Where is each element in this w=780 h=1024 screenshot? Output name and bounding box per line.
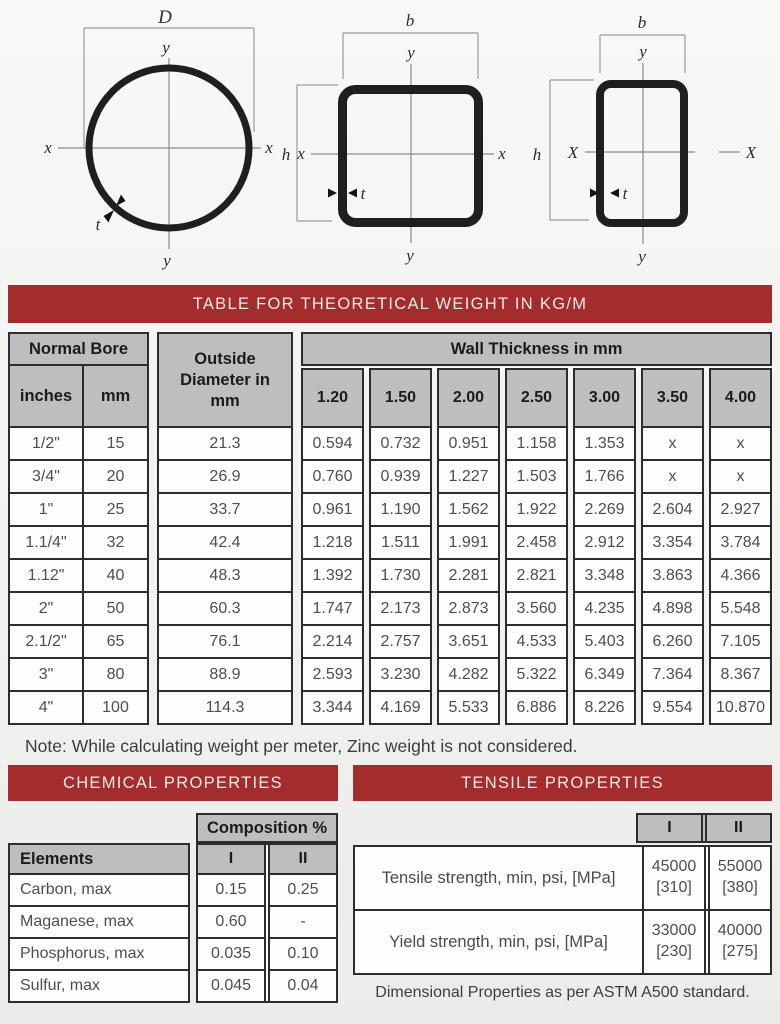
element-cell: Sulfur, max [10, 969, 188, 1001]
weight-value-cell: 5.548 [711, 591, 770, 624]
weight-value-cell: 0.951 [439, 426, 498, 459]
weight-value-cell: 10.870 [711, 690, 770, 723]
properties-banners [8, 765, 772, 801]
zinc-weight-note: Note: While calculating weight per meter, Zinc weight is not considered. [25, 736, 578, 756]
weight-value-cell: 9.554 [643, 690, 702, 723]
weight-value-cell: 7.105 [711, 624, 770, 657]
composition-value-cell: 0.15 [198, 873, 264, 905]
weight-value-cell: 3.230 [371, 657, 430, 690]
weight-value-cell: 1.991 [439, 525, 498, 558]
circular-tube-diagram [18, 0, 308, 272]
x-axis-label-left: x [44, 138, 52, 157]
composition-value-cell: - [270, 905, 336, 937]
weight-value-cell: 1.511 [371, 525, 430, 558]
thickness-column-label: 2.50 [507, 370, 566, 426]
weight-value-cell: 2.912 [575, 525, 634, 558]
inches-header: inches [10, 366, 84, 426]
thickness-label: t [360, 184, 366, 203]
tensile-strength-value-ii [704, 847, 770, 909]
thickness-column-1-50 [369, 368, 432, 725]
outside-diameter-values [159, 426, 291, 723]
table-row [10, 426, 147, 459]
value-psi: 55000 [717, 858, 763, 875]
weight-value-cell: 2.757 [371, 624, 430, 657]
weight-value-cell: x [711, 459, 770, 492]
value-mpa: [380] [722, 879, 758, 896]
weight-table-title: TABLE FOR THEORETICAL WEIGHT IN KG/M [192, 294, 588, 313]
value-mpa: [275] [722, 943, 758, 960]
table-row [10, 525, 147, 558]
composition-column-i [198, 845, 264, 1001]
thickness-column-values [507, 426, 566, 723]
bore-mm-cell: 65 [106, 633, 125, 650]
bore-inches-cell: 2" [10, 593, 84, 624]
weight-value-cell: 1.158 [507, 426, 566, 459]
bore-inches-cell: 1.12" [10, 560, 84, 591]
value-psi: 33000 [651, 922, 697, 939]
weight-value-cell: 2.458 [507, 525, 566, 558]
yield-strength-value-i [642, 911, 704, 973]
weight-value-cell: 0.939 [371, 459, 430, 492]
bore-mm-cell: 50 [106, 600, 125, 617]
value-mpa: [230] [656, 943, 692, 960]
weight-value-cell: 3.344 [303, 690, 362, 723]
weight-value-cell: 8.367 [711, 657, 770, 690]
tensile-properties-title: TENSILE PROPERTIES [461, 773, 664, 792]
outside-diameter-cell: 42.4 [159, 525, 291, 558]
outside-diameter-cell: 76.1 [159, 624, 291, 657]
elements-header: Elements [10, 845, 188, 873]
tensile-properties-banner [353, 765, 772, 801]
weight-value-cell: 3.354 [643, 525, 702, 558]
outside-diameter-cell: 60.3 [159, 591, 291, 624]
composition-value-cell: 0.04 [270, 969, 336, 1001]
weight-value-cell: 2.821 [507, 558, 566, 591]
outside-diameter-block [157, 332, 293, 725]
composition-value-cell: 0.10 [270, 937, 336, 969]
thickness-column-2-50 [505, 368, 568, 725]
elements-list [10, 873, 188, 1001]
weight-value-cell: 4.169 [371, 690, 430, 723]
weight-value-cell: 5.533 [439, 690, 498, 723]
weight-value-cell: 1.922 [507, 492, 566, 525]
table-row [10, 459, 147, 492]
weight-table [8, 332, 772, 725]
outside-diameter-cell: 33.7 [159, 492, 291, 525]
outside-diameter-cell: 114.3 [159, 690, 291, 723]
element-cell: Maganese, max [10, 905, 188, 937]
weight-value-cell: 3.863 [643, 558, 702, 591]
outside-diameter-cell: 26.9 [159, 459, 291, 492]
tensile-column-i-header: I [667, 819, 672, 836]
y-axis-label-top: y [407, 43, 415, 62]
y-axis-label-top: y [162, 38, 170, 57]
weight-value-cell: 0.760 [303, 459, 362, 492]
outside-diameter-cell: 21.3 [159, 426, 291, 459]
value-psi: 45000 [651, 858, 697, 875]
weight-value-cell: 0.732 [371, 426, 430, 459]
weight-value-cell: 4.533 [507, 624, 566, 657]
thickness-column-label: 3.50 [643, 370, 702, 426]
thickness-column-values [371, 426, 430, 723]
thickness-column-3-00 [573, 368, 636, 725]
table-row [10, 690, 147, 723]
bore-subheader-row [10, 366, 147, 426]
weight-value-cell: 2.281 [439, 558, 498, 591]
weight-value-cell: 8.226 [575, 690, 634, 723]
weight-value-cell: 4.235 [575, 591, 634, 624]
weight-value-cell: 3.560 [507, 591, 566, 624]
weight-value-cell: x [711, 426, 770, 459]
thickness-column-values [303, 426, 362, 723]
weight-value-cell: 1.730 [371, 558, 430, 591]
weight-value-cell: 2.873 [439, 591, 498, 624]
diameter-label: D [158, 7, 172, 28]
chemical-properties-table [8, 813, 338, 1003]
weight-value-cell: 5.403 [575, 624, 634, 657]
outside-diameter-cell: 48.3 [159, 558, 291, 591]
bore-inches-cell: 1/2" [10, 428, 84, 459]
composition-header: Composition % [196, 813, 338, 843]
outside-diameter-header: Outside Diameter in mm [159, 334, 291, 426]
wall-thickness-block [301, 332, 772, 725]
composition-value-cell: 0.035 [198, 937, 264, 969]
composition-value-cell: 0.25 [270, 873, 336, 905]
weight-value-cell: 1.562 [439, 492, 498, 525]
composition-value-cell: 0.60 [198, 905, 264, 937]
table-row [10, 624, 147, 657]
tensile-strength-label: Tensile strength, min, psi, [MPa] [381, 868, 616, 887]
table-row [10, 657, 147, 690]
thickness-column-3-50 [641, 368, 704, 725]
weight-value-cell: 6.349 [575, 657, 634, 690]
thickness-label: t [95, 215, 101, 234]
bore-inches-cell: 4" [10, 692, 84, 723]
weight-value-cell: 4.898 [643, 591, 702, 624]
weight-value-cell: 6.886 [507, 690, 566, 723]
section-diagrams [0, 0, 780, 280]
bore-inches-cell: 1" [10, 494, 84, 525]
bore-inches-cell: 3" [10, 659, 84, 690]
tensile-column-ii-header: II [701, 815, 770, 841]
width-label: b [405, 11, 415, 30]
column-ii-values [270, 873, 336, 1001]
weight-value-cell: 2.927 [711, 492, 770, 525]
bore-inches-cell: 3/4" [10, 461, 84, 492]
tensile-strength-row [355, 847, 770, 909]
y-axis-label-bottom: y [638, 247, 646, 266]
thickness-arrow-left [328, 189, 337, 198]
weight-value-cell: 1.190 [371, 492, 430, 525]
yield-strength-value-ii [704, 911, 770, 973]
weight-value-cell: 1.766 [575, 459, 634, 492]
height-label: h [281, 145, 291, 164]
weight-value-cell: x [643, 459, 702, 492]
column-i-values [198, 873, 264, 1001]
weight-value-cell: 2.593 [303, 657, 362, 690]
thickness-arrow-outer [104, 210, 115, 223]
weight-value-cell: 4.282 [439, 657, 498, 690]
wall-thickness-header: Wall Thickness in mm [301, 332, 772, 366]
thickness-column-label: 1.20 [303, 370, 362, 426]
tensile-table-body [353, 845, 772, 975]
outside-diameter-cell: 88.9 [159, 657, 291, 690]
x-axis-label-right: X [745, 143, 757, 162]
bore-mm-cell: 100 [102, 699, 129, 716]
bore-mm-cell: 80 [106, 666, 125, 683]
thickness-column-label: 1.50 [371, 370, 430, 426]
properties-section [8, 813, 772, 1003]
weight-value-cell: 1.747 [303, 591, 362, 624]
elements-block [8, 843, 190, 1003]
bore-mm-cell: 20 [106, 468, 125, 485]
normal-bore-block [8, 332, 149, 725]
astm-standard-note: Dimensional Properties as per ASTM A500 standard. [375, 984, 750, 1001]
wall-thickness-columns [301, 368, 772, 725]
chemical-properties-title: CHEMICAL PROPERTIES [63, 773, 283, 792]
thickness-column-values [439, 426, 498, 723]
thickness-arrow-inner [116, 195, 126, 207]
weight-value-cell: 2.214 [303, 624, 362, 657]
weight-value-cell: 1.353 [575, 426, 634, 459]
bore-mm-cell: 40 [106, 567, 125, 584]
normal-bore-header: Normal Bore [10, 334, 147, 366]
weight-value-cell: 7.364 [643, 657, 702, 690]
tensile-column-headers [636, 813, 772, 843]
value-mpa: [310] [656, 879, 692, 896]
x-axis-label-right: x [498, 144, 506, 163]
weight-value-cell: 2.173 [371, 591, 430, 624]
weight-value-cell: 3.784 [711, 525, 770, 558]
yield-strength-row [355, 909, 770, 973]
element-cell: Carbon, max [10, 873, 188, 905]
rectangular-tube-diagram [523, 0, 780, 272]
weight-value-cell: 0.594 [303, 426, 362, 459]
thickness-arrow-right [610, 189, 619, 198]
y-axis-label-top: y [639, 42, 647, 61]
width-label: b [637, 13, 647, 32]
thickness-label: t [622, 184, 628, 203]
composition-column-ii [264, 845, 336, 1001]
tensile-properties-table [353, 813, 772, 1002]
composition-value-cell: 0.045 [198, 969, 264, 1001]
thickness-column-values [643, 426, 702, 723]
bore-mm-cell: 15 [106, 435, 125, 452]
thickness-column-label: 2.00 [439, 370, 498, 426]
x-axis-label-left: X [567, 143, 579, 162]
weight-value-cell: x [643, 426, 702, 459]
thickness-column-values [575, 426, 634, 723]
table-row [10, 558, 147, 591]
weight-value-cell: 2.269 [575, 492, 634, 525]
weight-value-cell: 1.503 [507, 459, 566, 492]
weight-value-cell: 1.227 [439, 459, 498, 492]
y-axis-label-bottom: y [163, 251, 171, 270]
x-axis-label-right: x [265, 138, 273, 157]
column-i-header: I [198, 845, 264, 873]
chemical-properties-banner [8, 765, 338, 801]
thickness-column-label: 3.00 [575, 370, 634, 426]
thickness-column-2-00 [437, 368, 500, 725]
composition-columns [196, 843, 338, 1003]
mm-header: mm [100, 387, 131, 405]
yield-strength-label: Yield strength, min, psi, [MPa] [389, 932, 608, 951]
weight-value-cell: 3.348 [575, 558, 634, 591]
weight-value-cell: 6.260 [643, 624, 702, 657]
thickness-column-4-00 [709, 368, 772, 725]
y-axis-label-bottom: y [406, 246, 414, 265]
thickness-column-1-20 [301, 368, 364, 725]
bore-mm-cell: 32 [106, 534, 125, 551]
thickness-arrow-right [348, 189, 357, 198]
weight-table-title-banner [8, 285, 772, 323]
x-axis-label-left: x [297, 144, 305, 163]
column-ii-header: II [270, 845, 336, 873]
bore-mm-cell: 25 [106, 501, 125, 518]
square-tube-diagram [280, 0, 525, 272]
bore-inches-cell: 1.1/4" [10, 527, 84, 558]
weight-value-cell: 0.961 [303, 492, 362, 525]
weight-value-cell: 3.651 [439, 624, 498, 657]
element-cell: Phosphorus, max [10, 937, 188, 969]
height-label: h [532, 145, 542, 164]
bore-rows [10, 426, 147, 723]
thickness-column-values [711, 426, 770, 723]
weight-value-cell: 5.322 [507, 657, 566, 690]
weight-value-cell: 1.218 [303, 525, 362, 558]
weight-value-cell: 4.366 [711, 558, 770, 591]
bore-inches-cell: 2.1/2" [10, 626, 84, 657]
weight-value-cell: 1.392 [303, 558, 362, 591]
table-row [10, 591, 147, 624]
value-psi: 40000 [717, 922, 763, 939]
table-row [10, 492, 147, 525]
tensile-strength-value-i [642, 847, 704, 909]
weight-value-cell: 2.604 [643, 492, 702, 525]
composition-block [196, 813, 338, 1003]
thickness-column-label: 4.00 [711, 370, 770, 426]
